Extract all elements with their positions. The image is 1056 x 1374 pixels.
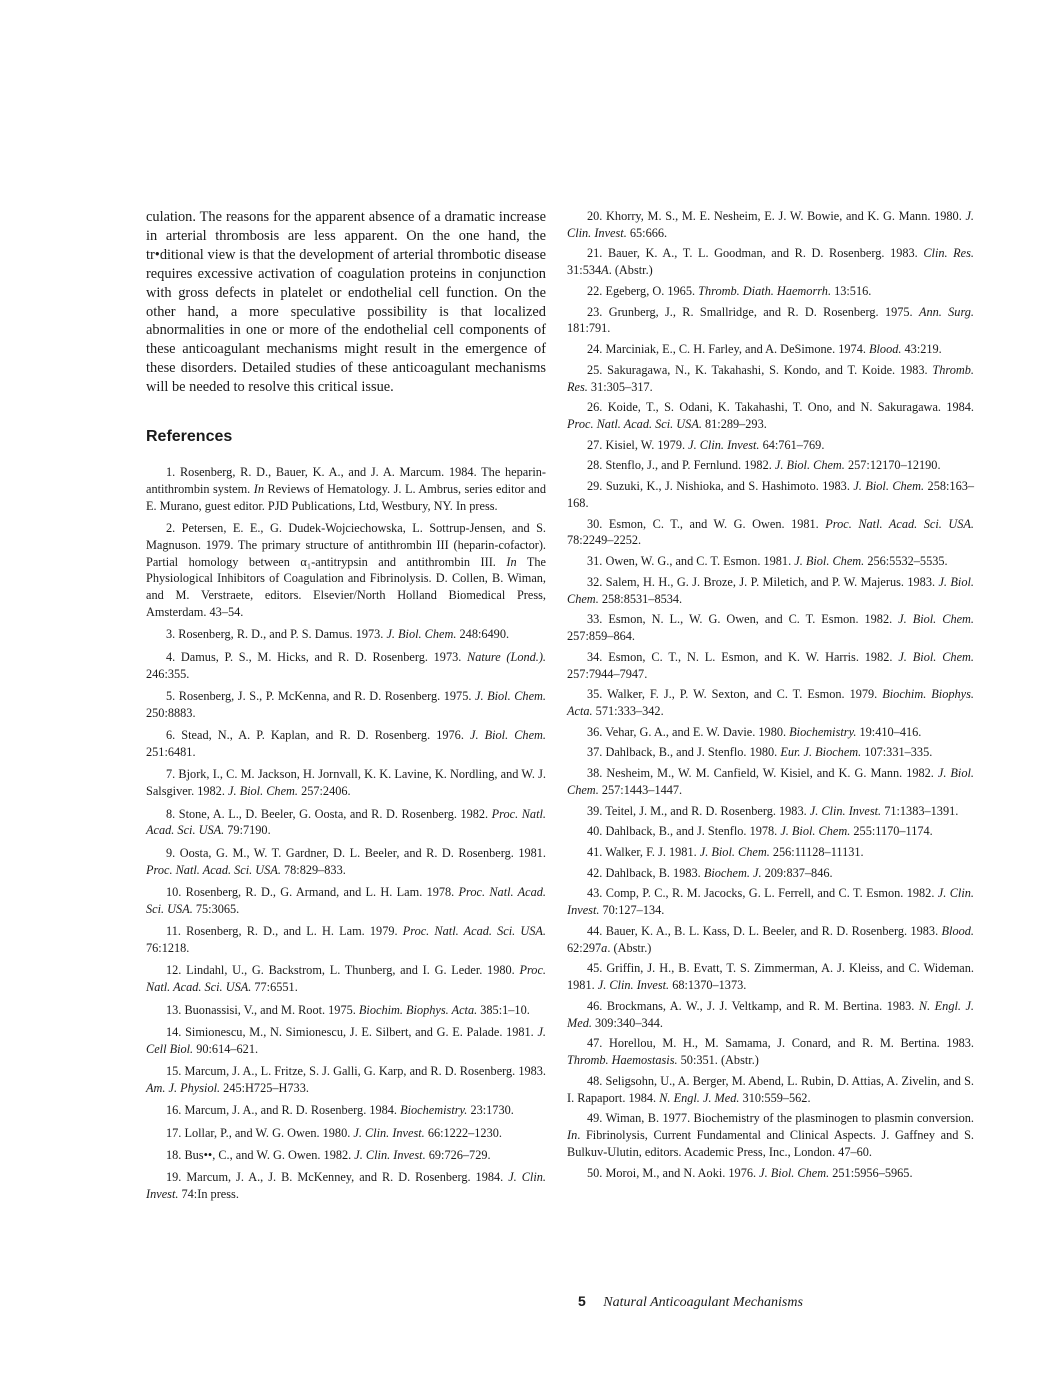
reference-entry <box>567 885 974 919</box>
reference-text: 22. Egeberg, O. 1965. <box>587 283 699 298</box>
reference-text: 42. Dahlback, B. 1983. <box>587 865 704 880</box>
reference-text: 49. Wiman, B. 1977. Biochemistry of the plasminogen to plasmin conversion. <box>587 1111 974 1126</box>
reference-text: 78:2249–2252. <box>567 533 642 548</box>
reference-entry <box>567 998 974 1032</box>
reference-text: 46. Brockmans, A. W., J. J. Veltkamp, and R. M. Bertina. 1983. <box>587 998 919 1013</box>
reference-text: 81:289–293. <box>701 417 767 432</box>
reference-text: 10. Rosenberg, R. D., G. Armand, and L. H. Lam. 1978. <box>166 884 459 899</box>
reference-journal: Biochemistry. <box>789 724 857 739</box>
reference-entry <box>567 399 974 433</box>
running-title: Natural Anticoagulant Mechanisms <box>603 1295 803 1310</box>
reference-entry <box>567 803 974 820</box>
reference-text: 310:559–562. <box>739 1090 811 1105</box>
reference-entry <box>567 844 974 861</box>
reference-text: 250:8883. <box>146 705 196 720</box>
reference-entry <box>146 1002 546 1019</box>
reference-text: 21. Bauer, K. A., T. L. Goodman, and R. D. Rosenberg. 1983. <box>587 246 924 261</box>
reference-entry <box>146 806 546 840</box>
reference-text: 31. Owen, W. G., and C. T. Esmon. 1981. <box>587 554 795 569</box>
reference-text: 32. Salem, H. H., G. J. Broze, J. P. Miletich, and P. W. Majerus. 1983. <box>587 574 939 589</box>
reference-text: 246:355. <box>146 666 190 681</box>
reference-text: 75:3065. <box>192 901 240 916</box>
reference-text: 25. Sakuragawa, N., K. Takahashi, S. Kondo, and T. Koide. 1983. <box>587 362 933 377</box>
reference-text: 29. Suzuki, K., J. Nishioka, and S. Hashimoto. 1983. <box>587 479 854 494</box>
reference-entry <box>567 649 974 683</box>
reference-text: . (Abstr.) <box>608 263 653 278</box>
reference-text: 76:1218. <box>146 940 190 955</box>
reference-text: 2. Petersen, E. E., G. Dudek-Wojciechowska, L. Sottrup-Jensen, and S. Magnuson. 1979. The primary structure of antithrombin III (heparin-cofactor). Partial homology between α₁-antitrypsin and antithrombin III. <box>146 521 546 569</box>
reference-journal: Proc. Natl. Acad. Sci. USA. <box>146 806 546 838</box>
reference-journal: J. Biol. Chem. <box>898 612 975 627</box>
reference-text: 50. Moroi, M., and N. Aoki. 1976. <box>587 1165 760 1180</box>
reference-text: 66:1222–1230. <box>424 1125 502 1140</box>
reference-text: 257:859–864. <box>567 629 635 644</box>
reference-entry <box>567 724 974 741</box>
reference-text: 77:6551. <box>251 980 298 995</box>
reference-journal: J. Biol. Chem. <box>567 574 974 606</box>
reference-entry <box>567 1035 974 1069</box>
reference-journal: Thromb. Haemostasis. <box>567 1053 678 1068</box>
reference-journal: J. Clin. Invest. <box>354 1148 426 1163</box>
reference-journal: J. Biol. Chem. <box>474 689 546 703</box>
reference-text: 12. Lindahl, U., G. Backstrom, L. Thunberg, and I. G. Leder. 1980. <box>166 963 520 978</box>
reference-text: 34. Esmon, C. T., N. L. Esmon, and K. W. Harris. 1982. <box>587 649 899 664</box>
reference-journal: J. Biol. Chem. <box>774 458 845 473</box>
intro-paragraph: culation. The reasons for the apparent absence of a dramatic increase in arterial thrombosis are less apparent. On the one hand, the tr•ditional view is that the development of arterial thrombotic disease requires excessive activation of coagulation proteins in conjunction with gross defects in platelet or endothelial cell function. On the other hand, a more speculative possibility is that localized abnormalities in one or more of the endothelial cell components of these anticoagulant mechanisms might result in the emergence of these disorders. Detailed studies of these anticoagulant mechanisms will be needed to resolve this critical issue. <box>146 209 546 396</box>
reference-journal: Nature (Lond.). <box>467 649 547 664</box>
reference-text: 17. Lollar, P., and W. G. Owen. 1980. <box>166 1125 354 1140</box>
reference-entry <box>146 727 546 761</box>
reference-text: 19. Marcum, J. A., J. B. McKenney, and R. D. Rosenberg. 1984. <box>166 1170 509 1185</box>
reference-text: Reviews of Hematology. J. L. Ambrus, series editor and E. Murano, guest editor. PJD Publications, Ltd, Westbury, NY. In press. <box>146 481 546 513</box>
reference-journal: Proc. Natl. Acad. Sci. USA. <box>567 417 702 432</box>
reference-entry <box>146 464 546 514</box>
reference-journal: Proc. Natl. Acad. Sci. USA. <box>825 516 974 531</box>
reference-text: 33. Esmon, N. L., W. G. Owen, and C. T. Esmon. 1982. <box>587 612 899 627</box>
reference-journal: Biochim. Biophys. Acta. <box>567 687 974 719</box>
reference-entry <box>567 1110 974 1160</box>
reference-entry <box>146 626 546 643</box>
reference-text: 26. Koide, T., S. Odani, K. Takahashi, T. Ono, and N. Sakuragawa. 1984. <box>587 400 974 415</box>
reference-entry <box>567 245 974 279</box>
reference-text: 68:1370–1373. <box>669 978 747 993</box>
reference-text: 385:1–10. <box>477 1002 530 1017</box>
reference-text: 257:12170–12190. <box>844 458 941 473</box>
reference-journal: J. Biol. Chem. <box>699 845 770 859</box>
reference-journal: Clin. Res. <box>923 246 974 261</box>
page-footer <box>578 1293 803 1311</box>
reference-text: 8. Stone, A. L., D. Beeler, G. Oosta, and R. D. Rosenberg. 1982. <box>166 806 492 821</box>
reference-entry <box>146 845 546 879</box>
reference-entry <box>567 923 974 957</box>
right-column <box>567 208 974 1185</box>
reference-text: 255:1170–1174. <box>850 824 933 839</box>
reference-journal: Eur. J. Biochem. <box>780 745 862 760</box>
reference-entry <box>567 960 974 994</box>
reference-text: 43. Comp, P. C., R. M. Jacocks, G. L. Ferrell, and C. T. Esmon. 1982. <box>587 886 938 901</box>
reference-journal: J. Biol. Chem. <box>794 554 865 569</box>
reference-text: 181:791. <box>567 321 611 336</box>
reference-journal: J. Clin. Invest. <box>146 1170 546 1202</box>
reference-entry <box>567 574 974 608</box>
reference-text: 24. Marciniak, E., C. H. Farley, and A. DeSimone. 1974. <box>587 342 869 357</box>
reference-entry <box>567 208 974 242</box>
reference-text: 37. Dahlback, B., and J. Stenflo. 1980. <box>587 745 781 760</box>
reference-text: 27. Kisiel, W. 1979. <box>587 437 689 452</box>
reference-journal: J. Biol. Chem. <box>759 1165 830 1180</box>
reference-text: 13:516. <box>831 283 872 298</box>
reference-entry <box>146 688 546 722</box>
reference-journal: Blood. <box>941 923 974 938</box>
reference-text: 258:163–168. <box>567 479 975 510</box>
reference-journal: In <box>506 554 517 569</box>
reference-journal: J. Biol. Chem. <box>780 824 851 839</box>
reference-entry <box>146 1024 546 1058</box>
reference-text: 69:726–729. <box>425 1148 491 1163</box>
reference-journal: N. Engl. J. Med. <box>567 998 974 1030</box>
reference-text: 257:7944–7947. <box>567 666 648 681</box>
reference-text: 20. Khorry, M. S., M. E. Nesheim, E. J. W. Bowie, and K. G. Mann. 1980. <box>587 209 966 223</box>
reference-entry <box>567 457 974 474</box>
reference-entry <box>567 341 974 358</box>
reference-text: 3. Rosenberg, R. D., and P. S. Damus. 1973. <box>166 627 387 642</box>
reference-text: 251:6481. <box>146 744 196 759</box>
reference-text: 11. Rosenberg, R. D., and L. H. Lam. 1979. <box>166 924 403 939</box>
reference-text: 41. Walker, F. J. 1981. <box>587 845 700 859</box>
reference-entry <box>146 1102 546 1119</box>
reference-journal: J. Biol. Chem. <box>469 728 546 743</box>
reference-text: 19:410–416. <box>856 724 922 739</box>
reference-text: 209:837–846. <box>761 865 833 880</box>
reference-text: 39. Teitel, J. M., and R. D. Rosenberg. 1983. <box>587 803 810 818</box>
reference-text: 245:H725–H733. <box>220 1080 309 1095</box>
reference-entry <box>146 520 546 621</box>
reference-text: 107:331–335. <box>861 745 933 760</box>
reference-text: 258:8531–8534. <box>598 591 683 606</box>
reference-list-left <box>146 464 546 1203</box>
reference-entry <box>567 362 974 396</box>
reference-text: 38. Nesheim, M., W. M. Canfield, W. Kisiel, and K. G. Mann. 1982. <box>587 766 938 781</box>
reference-journal: In <box>253 481 264 496</box>
reference-text: 70:127–134. <box>599 903 665 918</box>
reference-text: The Physiological Inhibitors of Coagulation and Fibrinolysis. D. Collen, B. Wiman, and M. Verstraete, editors. Elsevier/North Holland Biomedical Press, Amsterdam. 43–54. <box>146 554 546 620</box>
reference-entry <box>567 437 974 454</box>
reference-text: 309:340–344. <box>591 1015 663 1030</box>
reference-entry <box>567 516 974 550</box>
reference-entry <box>567 553 974 570</box>
reference-text: 28. Stenflo, J., and P. Fernlund. 1982. <box>587 458 775 473</box>
reference-text: 71:1383–1391. <box>881 803 959 818</box>
reference-journal: J. Biol. Chem. <box>227 784 298 799</box>
reference-text: 1. Rosenberg, R. D., Bauer, K. A., and J. A. Marcum. 1984. The heparin-antithrombin system. <box>146 465 546 496</box>
reference-text: 44. Bauer, K. A., B. L. Kass, D. L. Beeler, and R. D. Rosenberg. 1983. <box>587 923 942 938</box>
reference-entry <box>146 962 546 996</box>
reference-entry <box>567 1165 974 1182</box>
reference-entry <box>146 1147 546 1164</box>
reference-text: 30. Esmon, C. T., and W. G. Owen. 1981. <box>587 516 826 531</box>
reference-text: 64:761–769. <box>759 437 825 452</box>
reference-text: 23:1730. <box>467 1103 514 1118</box>
reference-text: 45. Griffin, J. H., B. Evatt, T. S. Zimmerman, A. J. Kleiss, and C. Wideman. 1981. <box>567 961 974 993</box>
reference-text: 62:297 <box>567 940 602 955</box>
reference-text: 571:333–342. <box>592 704 664 719</box>
reference-text: 36. Vehar, G. A., and E. W. Davie. 1980. <box>587 724 790 739</box>
reference-journal: Proc. Natl. Acad. Sci. USA. <box>146 884 547 916</box>
reference-text: 31:305–317. <box>587 379 653 394</box>
reference-journal: Biochemistry. <box>400 1103 468 1118</box>
reference-text: 9. Oosta, G. M., W. T. Gardner, D. L. Beeler, and R. D. Rosenberg. 1981. <box>166 845 546 860</box>
reference-journal: J. Clin. Invest. <box>353 1125 425 1140</box>
reference-journal: A <box>601 263 609 278</box>
reference-journal: J. Biol. Chem. <box>386 627 457 642</box>
reference-entry <box>146 923 546 957</box>
reference-journal: Blood. <box>869 342 902 357</box>
reference-text: 79:7190. <box>224 823 271 838</box>
reference-entry <box>146 1063 546 1097</box>
reference-text: 5. Rosenberg, J. S., P. McKenna, and R. D. Rosenberg. 1975. <box>166 689 475 703</box>
reference-journal: N. Engl. J. Med. <box>659 1090 740 1105</box>
reference-journal: J. Clin. Invest. <box>688 437 760 452</box>
reference-entry <box>567 478 974 512</box>
reference-text: 13. Buonassisi, V., and M. Root. 1975. <box>166 1002 359 1017</box>
reference-text: 248:6490. <box>456 627 510 642</box>
reference-text: 257:1443–1447. <box>598 782 683 797</box>
reference-journal: Thromb. Res. <box>567 362 974 394</box>
reference-journal: Biochem. J. <box>703 865 762 880</box>
reference-text: 257:2406. <box>298 784 351 799</box>
reference-journal: Thromb. Diath. Haemorrh. <box>698 283 832 298</box>
reference-entry <box>567 611 974 645</box>
reference-entry <box>146 1169 546 1203</box>
reference-text: 35. Walker, F. J., P. W. Sexton, and C. T. Esmon. 1979. <box>587 687 883 702</box>
reference-entry <box>567 865 974 882</box>
reference-entry <box>567 304 974 338</box>
reference-entry <box>567 823 974 840</box>
references-heading: References <box>146 428 233 446</box>
reference-text: 16. Marcum, J. A., and R. D. Rosenberg. 1984. <box>166 1103 401 1118</box>
reference-journal: J. Clin. Invest. <box>597 978 670 993</box>
reference-journal: J. Biol. Chem. <box>898 649 974 664</box>
reference-entry <box>146 649 546 683</box>
reference-text: 47. Horellou, M. H., M. Samama, J. Conard, and R. M. Bertina. 1983. <box>587 1036 974 1051</box>
reference-journal: Am. J. Physiol. <box>146 1080 221 1095</box>
reference-journal: In <box>567 1128 578 1143</box>
reference-text: 4. Damus, P. S., M. Hicks, and R. D. Rosenberg. 1973. <box>166 649 467 664</box>
reference-text: 50:351. (Abstr.) <box>677 1053 759 1068</box>
reference-text: 31:534 <box>567 263 602 278</box>
page-number: 5 <box>578 1293 586 1309</box>
reference-entry <box>567 686 974 720</box>
reference-journal: Ann. Surg. <box>918 304 974 319</box>
reference-text: 74:In press. <box>178 1187 239 1202</box>
reference-journal: J. Clin. Invest. <box>567 886 974 918</box>
reference-list-right <box>567 208 974 1181</box>
reference-text: 23. Grunberg, J., R. Smallridge, and R. D. Rosenberg. 1975. <box>587 304 919 319</box>
reference-text: . Fibrinolysis, Current Fundamental and Clinical Aspects. J. Gaffney and S. Bulkuv-Ulutin, editors. Academic Press, Inc., London. 47–60. <box>567 1128 974 1159</box>
reference-text: 18. Bus••, C., and W. G. Owen. 1982. <box>166 1148 355 1163</box>
reference-text: 43:219. <box>901 342 942 357</box>
reference-entry <box>567 1073 974 1107</box>
reference-text: 65:666. <box>626 225 668 240</box>
reference-entry <box>567 744 974 761</box>
reference-text: 90:614–621. <box>193 1041 259 1056</box>
reference-text: 7. Bjork, I., C. M. Jackson, H. Jornvall, K. K. Lavine, K. Nordling, and W. J. Salsgiver. 1982. <box>146 767 546 799</box>
reference-entry <box>146 884 546 918</box>
reference-journal: J. Clin. Invest. <box>809 803 882 818</box>
reference-journal: J. Biol. Chem. <box>567 766 974 797</box>
reference-text: 256:11128–11131. <box>769 845 864 859</box>
reference-journal: J. Cell Biol. <box>146 1024 546 1056</box>
reference-text: 48. Seligsohn, U., A. Berger, M. Abend, L. Rubin, D. Attias, A. Zivelin, and S. I. Rapaport. 1984. <box>567 1073 974 1105</box>
reference-entry <box>567 283 974 300</box>
reference-entry <box>567 765 974 799</box>
reference-text: 78:829–833. <box>280 862 346 877</box>
reference-text: 40. Dahlback, B., and J. Stenflo. 1978. <box>587 824 781 839</box>
reference-journal: J. Clin. Invest. <box>567 209 974 240</box>
reference-journal: Proc. Natl. Acad. Sci. USA. <box>146 963 546 995</box>
reference-journal: J. Biol. Chem. <box>853 479 925 494</box>
left-column <box>146 208 546 1209</box>
reference-text: 15. Marcum, J. A., L. Fritze, S. J. Galli, G. Karp, and R. D. Rosenberg. 1983. <box>166 1064 546 1079</box>
reference-entry <box>146 1125 546 1142</box>
reference-entry <box>146 766 546 800</box>
reference-text: 14. Simionescu, M., N. Simionescu, J. E. Silbert, and G. E. Palade. 1981. <box>166 1024 538 1039</box>
reference-journal: Proc. Natl. Acad. Sci. USA. <box>402 924 547 939</box>
reference-text: 256:5532–5535. <box>864 554 948 569</box>
reference-journal: Biochim. Biophys. Acta. <box>358 1002 478 1017</box>
reference-text: . (Abstr.) <box>607 940 652 955</box>
reference-journal: Proc. Natl. Acad. Sci. USA. <box>146 862 281 877</box>
reference-journal: a <box>601 940 608 955</box>
reference-text: 251:5956–5965. <box>829 1165 913 1180</box>
reference-text: 6. Stead, N., A. P. Kaplan, and R. D. Rosenberg. 1976. <box>166 728 470 743</box>
